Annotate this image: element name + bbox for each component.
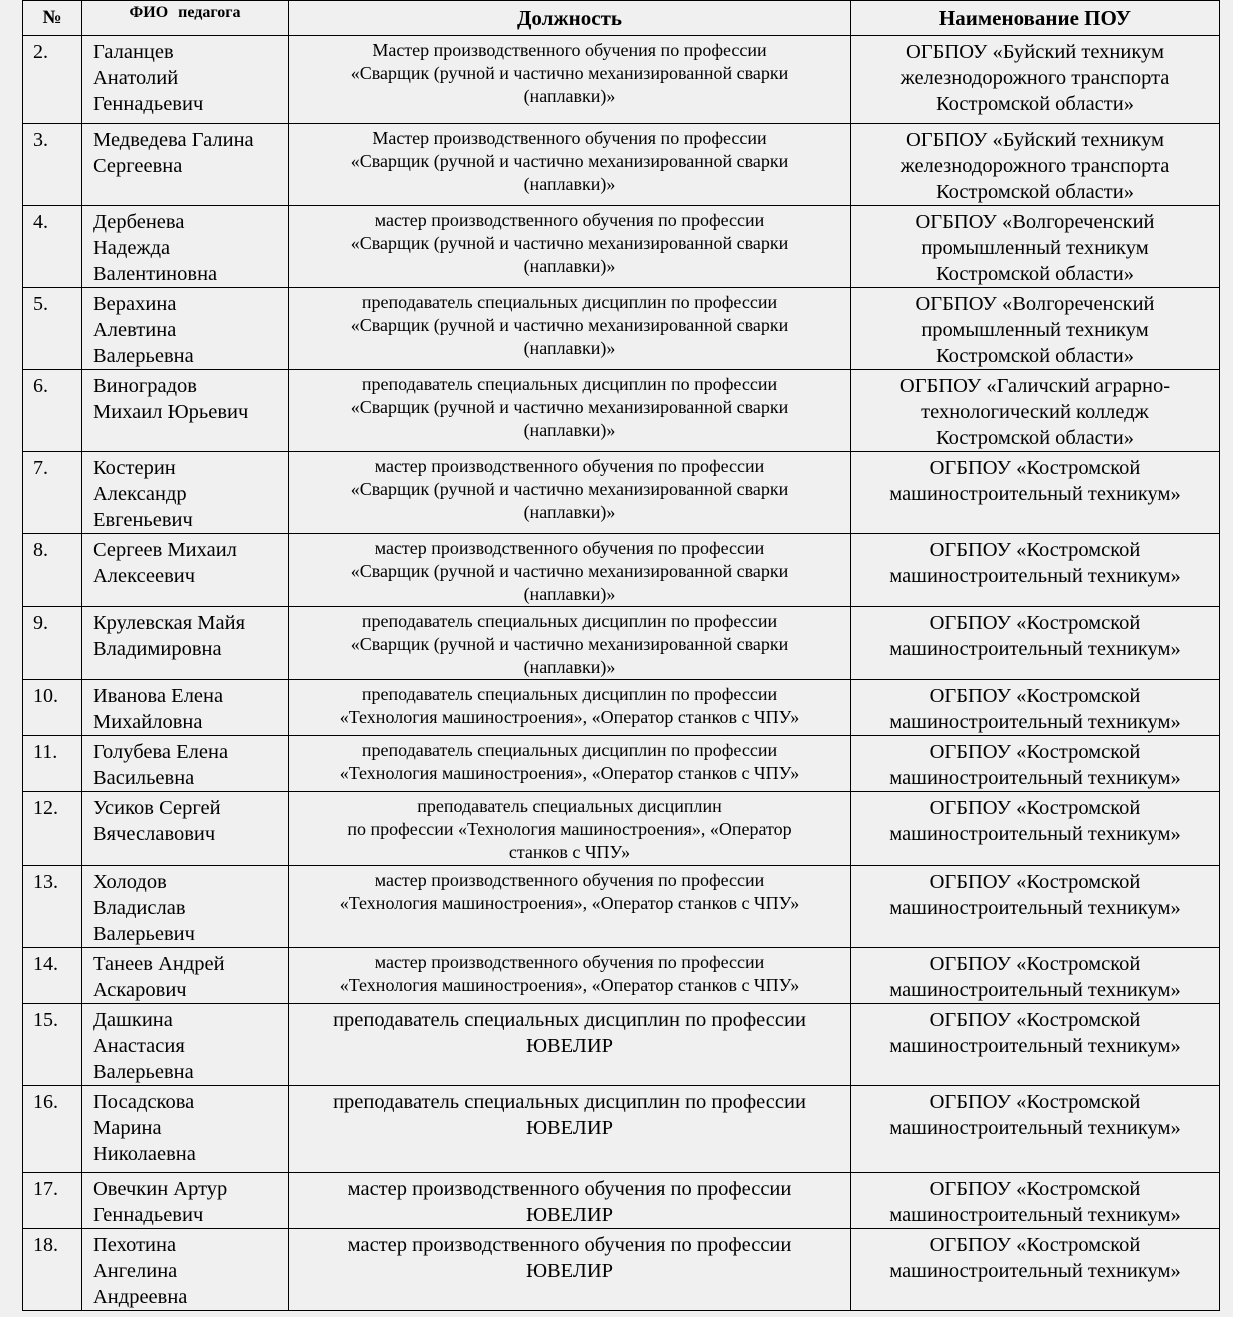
- teacher-position: [289, 1004, 851, 1086]
- teacher-position-line: «Технология машиностроения», «Оператор станков с ЧПУ»: [339, 763, 800, 783]
- row-number: 8.: [23, 534, 82, 607]
- row-number: 10.: [23, 680, 82, 736]
- teacher-position: [289, 792, 851, 866]
- teacher-name-line: Александр: [93, 483, 187, 505]
- teacher-name-line: Васильевна: [93, 767, 195, 789]
- teacher-name-line: Галанцев: [93, 41, 174, 63]
- teacher-name-line: Геннадьевич: [93, 93, 204, 115]
- teacher-position-line: «Технология машиностроения», «Оператор станков с ЧПУ»: [339, 707, 800, 727]
- teacher-name-line: Дашкина: [93, 1009, 173, 1031]
- teacher-name: [82, 680, 289, 736]
- table-row: [23, 288, 1220, 370]
- header-number: №: [23, 1, 82, 36]
- teacher-organization-line: машиностроительный техникум»: [889, 767, 1181, 789]
- header-row: [23, 1, 1220, 36]
- teacher-position-line: ЮВЕЛИР: [525, 1260, 614, 1282]
- teacher-position-line: преподаватель специальных дисциплин по профессии: [361, 684, 778, 704]
- teacher-name: [82, 206, 289, 288]
- row-number: 2.: [23, 36, 82, 124]
- teacher-organization-line: Костромской области»: [936, 345, 1134, 367]
- table-row: [23, 452, 1220, 534]
- teacher-name-line: Валентиновна: [93, 263, 218, 285]
- teacher-position-line: «Сварщик (ручной и частично механизированной сварки: [350, 634, 789, 654]
- teacher-organization-line: ОГБПОУ «Костромской: [929, 1009, 1141, 1031]
- teacher-position-line: Мастер производственного обучения по профессии: [372, 40, 767, 60]
- teacher-organization-line: ОГБПОУ «Волгореченский: [915, 211, 1155, 233]
- teacher-organization: [851, 534, 1220, 607]
- teacher-position: [289, 534, 851, 607]
- teacher-organization: [851, 370, 1220, 452]
- teacher-name-line: Евгеньевич: [93, 509, 193, 531]
- teacher-organization: [851, 36, 1220, 124]
- teacher-name-line: Михаил Юрьевич: [93, 401, 249, 423]
- teacher-position-line: (наплавки)»: [523, 584, 616, 604]
- table-row: [23, 1229, 1220, 1311]
- teacher-name: [82, 1229, 289, 1311]
- teacher-organization-line: машиностроительный техникум»: [889, 483, 1181, 505]
- teacher-name-line: Владислав: [93, 897, 186, 919]
- teacher-organization-line: ОГБПОУ «Костромской: [929, 1178, 1141, 1200]
- teacher-name-line: Алексеевич: [93, 565, 196, 587]
- teachers-table-sheet: [22, 0, 1219, 1311]
- teacher-position-line: ЮВЕЛИР: [525, 1204, 614, 1226]
- teacher-organization: [851, 452, 1220, 534]
- teacher-organization-line: железнодорожного транспорта: [900, 155, 1170, 177]
- teacher-organization: [851, 288, 1220, 370]
- table-row: [23, 1173, 1220, 1229]
- teacher-name-line: Танеев Андрей: [93, 953, 225, 975]
- teacher-position-line: преподаватель специальных дисциплин по профессии: [361, 740, 778, 760]
- teacher-name: [82, 1173, 289, 1229]
- teacher-name-line: Виноградов: [93, 375, 197, 397]
- teacher-name-line: Крулевская Майя: [93, 612, 246, 634]
- teacher-name-line: Посадскова: [93, 1091, 195, 1113]
- teacher-organization: [851, 1229, 1220, 1311]
- header-organization: Наименование ПОУ: [851, 1, 1220, 36]
- teacher-position-line: (наплавки)»: [523, 86, 616, 106]
- teacher-organization: [851, 1086, 1220, 1173]
- row-number: 5.: [23, 288, 82, 370]
- row-number: 3.: [23, 124, 82, 206]
- teacher-position-line: (наплавки)»: [523, 657, 616, 677]
- teacher-organization: [851, 948, 1220, 1004]
- row-number: 6.: [23, 370, 82, 452]
- teacher-name: [82, 534, 289, 607]
- teacher-name: [82, 1004, 289, 1086]
- teacher-organization: [851, 792, 1220, 866]
- teacher-position: [289, 736, 851, 792]
- teacher-name: [82, 792, 289, 866]
- teacher-name-line: Марина: [93, 1117, 162, 1139]
- row-number: 11.: [23, 736, 82, 792]
- teacher-position: [289, 948, 851, 1004]
- teacher-organization-line: ОГБПОУ «Костромской: [929, 1234, 1141, 1256]
- teacher-organization-line: ОГБПОУ «Буйский техникум: [906, 129, 1164, 151]
- table-row: [23, 1086, 1220, 1173]
- row-number: 15.: [23, 1004, 82, 1086]
- teacher-position-line: «Сварщик (ручной и частично механизированной сварки: [350, 233, 789, 253]
- teacher-organization-line: ОГБПОУ «Костромской: [929, 741, 1141, 763]
- row-number: 14.: [23, 948, 82, 1004]
- row-number: 9.: [23, 607, 82, 680]
- teacher-organization-line: ОГБПОУ «Костромской: [929, 871, 1141, 893]
- teacher-name-line: Сергеевна: [93, 155, 183, 177]
- teacher-organization: [851, 736, 1220, 792]
- teacher-position: [289, 36, 851, 124]
- table-row: [23, 370, 1220, 452]
- teacher-position-line: «Сварщик (ручной и частично механизированной сварки: [350, 479, 789, 499]
- teacher-organization: [851, 1173, 1220, 1229]
- teacher-organization-line: ОГБПОУ «Костромской: [929, 797, 1141, 819]
- teacher-name-line: Анатолий: [93, 67, 179, 89]
- teacher-organization: [851, 1004, 1220, 1086]
- teacher-position-line: преподаватель специальных дисциплин по профессии: [361, 611, 778, 631]
- teacher-position: [289, 452, 851, 534]
- row-number: 12.: [23, 792, 82, 866]
- teacher-position: [289, 607, 851, 680]
- teacher-name-line: Холодов: [93, 871, 167, 893]
- row-number: 7.: [23, 452, 82, 534]
- teacher-position-line: преподаватель специальных дисциплин по профессии: [333, 1009, 806, 1031]
- teacher-organization: [851, 206, 1220, 288]
- teacher-position: [289, 370, 851, 452]
- row-number: 16.: [23, 1086, 82, 1173]
- table-row: [23, 1004, 1220, 1086]
- teacher-name-line: Валерьевна: [93, 1061, 194, 1083]
- teacher-position: [289, 680, 851, 736]
- header-teacher-name: ФИО педагога: [82, 1, 289, 36]
- teacher-name-line: Анастасия: [93, 1035, 185, 1057]
- teacher-position-line: (наплавки)»: [523, 174, 616, 194]
- teacher-organization: [851, 124, 1220, 206]
- teacher-position-line: мастер производственного обучения по профессии: [374, 210, 765, 230]
- teacher-position-line: мастер производственного обучения по профессии: [374, 952, 765, 972]
- table-header: [23, 1, 1220, 36]
- teacher-name-line: Валерьевна: [93, 345, 194, 367]
- teacher-organization-line: ОГБПОУ «Костромской: [929, 457, 1141, 479]
- teacher-organization-line: машиностроительный техникум»: [889, 565, 1181, 587]
- table-row: [23, 206, 1220, 288]
- teacher-organization-line: ОГБПОУ «Костромской: [929, 612, 1141, 634]
- teacher-position: [289, 866, 851, 948]
- teacher-organization: [851, 680, 1220, 736]
- teacher-name: [82, 288, 289, 370]
- teacher-position-line: «Сварщик (ручной и частично механизированной сварки: [350, 315, 789, 335]
- teacher-organization-line: ОГБПОУ «Костромской: [929, 685, 1141, 707]
- row-number: 17.: [23, 1173, 82, 1229]
- teacher-organization-line: машиностроительный техникум»: [889, 1204, 1181, 1226]
- header-position: Должность: [289, 1, 851, 36]
- teacher-organization-line: ОГБПОУ «Буйский техникум: [906, 41, 1164, 63]
- teacher-name: [82, 124, 289, 206]
- teacher-position-line: станков с ЧПУ»: [508, 842, 631, 862]
- teacher-name: [82, 1086, 289, 1173]
- teacher-organization-line: машиностроительный техникум»: [889, 1035, 1181, 1057]
- teacher-organization-line: ОГБПОУ «Галичский аграрно-: [899, 375, 1171, 397]
- teacher-position-line: «Сварщик (ручной и частично механизированной сварки: [350, 63, 789, 83]
- teacher-organization-line: машиностроительный техникум»: [889, 823, 1181, 845]
- row-number: 4.: [23, 206, 82, 288]
- teacher-organization-line: промышленный техникум: [921, 237, 1149, 259]
- teacher-position-line: преподаватель специальных дисциплин по профессии: [361, 292, 778, 312]
- table-row: [23, 866, 1220, 948]
- teacher-position-line: по профессии «Технология машиностроения», «Оператор: [347, 819, 792, 839]
- teacher-name-line: Михайловна: [93, 711, 203, 733]
- teacher-organization: [851, 607, 1220, 680]
- teacher-name: [82, 948, 289, 1004]
- table-row: [23, 534, 1220, 607]
- table-body: [23, 36, 1220, 1311]
- teachers-table: [22, 0, 1220, 1311]
- teacher-position-line: преподаватель специальных дисциплин по профессии: [333, 1091, 806, 1113]
- teacher-position-line: «Сварщик (ручной и частично механизированной сварки: [350, 561, 789, 581]
- table-row: [23, 124, 1220, 206]
- teacher-organization-line: ОГБПОУ «Костромской: [929, 1091, 1141, 1113]
- teacher-name-line: Владимировна: [93, 638, 222, 660]
- teacher-name-line: Медведева Галина: [93, 129, 254, 151]
- teacher-name-line: Дербенева: [93, 211, 185, 233]
- teacher-position-line: (наплавки)»: [523, 502, 616, 522]
- teacher-position: [289, 288, 851, 370]
- teacher-organization-line: машиностроительный техникум»: [889, 1117, 1181, 1139]
- table-row: [23, 948, 1220, 1004]
- teacher-name-line: Ангелина: [93, 1260, 178, 1282]
- teacher-name-line: Сергеев Михаил: [93, 539, 237, 561]
- teacher-name: [82, 736, 289, 792]
- teacher-position-line: (наплавки)»: [523, 338, 616, 358]
- teacher-position-line: ЮВЕЛИР: [525, 1117, 614, 1139]
- teacher-organization-line: ОГБПОУ «Костромской: [929, 953, 1141, 975]
- teacher-name-line: Иванова Елена: [93, 685, 224, 707]
- teacher-position-line: (наплавки)»: [523, 420, 616, 440]
- table-row: [23, 680, 1220, 736]
- teacher-organization-line: ОГБПОУ «Костромской: [929, 539, 1141, 561]
- table-row: [23, 792, 1220, 866]
- teacher-name: [82, 452, 289, 534]
- teacher-position: [289, 1086, 851, 1173]
- teacher-organization-line: технологический колледж: [921, 401, 1149, 423]
- teacher-name-line: Алевтина: [93, 319, 177, 341]
- teacher-name-line: Николаевна: [93, 1143, 196, 1165]
- teacher-position-line: мастер производственного обучения по профессии: [374, 538, 765, 558]
- teacher-organization-line: машиностроительный техникум»: [889, 979, 1181, 1001]
- teacher-organization: [851, 866, 1220, 948]
- teacher-name: [82, 607, 289, 680]
- teacher-name-line: Костерин: [93, 457, 176, 479]
- teacher-position: [289, 1173, 851, 1229]
- teacher-organization-line: машиностроительный техникум»: [889, 711, 1181, 733]
- teacher-position-line: «Сварщик (ручной и частично механизированной сварки: [350, 397, 789, 417]
- teacher-position: [289, 124, 851, 206]
- teacher-position: [289, 206, 851, 288]
- teacher-position-line: (наплавки)»: [523, 256, 616, 276]
- teacher-position-line: преподаватель специальных дисциплин: [417, 796, 722, 816]
- teacher-position-line: преподаватель специальных дисциплин по профессии: [361, 374, 778, 394]
- teacher-name-line: Усиков Сергей: [93, 797, 221, 819]
- teacher-name-line: Валерьевич: [93, 923, 195, 945]
- teacher-organization-line: железнодорожного транспорта: [900, 67, 1170, 89]
- teacher-name: [82, 866, 289, 948]
- teacher-name-line: Голубева Елена: [93, 741, 229, 763]
- teacher-position-line: ЮВЕЛИР: [525, 1035, 614, 1057]
- teacher-organization-line: машиностроительный техникум»: [889, 1260, 1181, 1282]
- teacher-organization-line: промышленный техникум: [921, 319, 1149, 341]
- teacher-position-line: Мастер производственного обучения по профессии: [372, 128, 767, 148]
- teacher-name-line: Геннадьевич: [93, 1204, 204, 1226]
- teacher-organization-line: Костромской области»: [936, 93, 1134, 115]
- teacher-organization-line: Костромской области»: [936, 263, 1134, 285]
- teacher-organization-line: машиностроительный техникум»: [889, 897, 1181, 919]
- teacher-name-line: Верахина: [93, 293, 177, 315]
- teacher-position: [289, 1229, 851, 1311]
- teacher-organization-line: Костромской области»: [936, 181, 1134, 203]
- teacher-name-line: Аскарович: [93, 979, 187, 1001]
- teacher-name-line: Вячеславович: [93, 823, 216, 845]
- teacher-name-line: Пехотина: [93, 1234, 177, 1256]
- teacher-name-line: Овечкин Артур: [93, 1178, 228, 1200]
- teacher-organization-line: ОГБПОУ «Волгореченский: [915, 293, 1155, 315]
- teacher-position-line: мастер производственного обучения по профессии: [374, 870, 765, 890]
- teacher-organization-line: Костромской области»: [936, 427, 1134, 449]
- teacher-position-line: мастер производственного обучения по профессии: [347, 1178, 792, 1200]
- teacher-name-line: Андреевна: [93, 1286, 188, 1308]
- teacher-name: [82, 370, 289, 452]
- row-number: 18.: [23, 1229, 82, 1311]
- teacher-position-line: «Технология машиностроения», «Оператор станков с ЧПУ»: [339, 975, 800, 995]
- teacher-organization-line: машиностроительный техникум»: [889, 638, 1181, 660]
- row-number: 13.: [23, 866, 82, 948]
- teacher-position-line: «Сварщик (ручной и частично механизированной сварки: [350, 151, 789, 171]
- teacher-position-line: мастер производственного обучения по профессии: [374, 456, 765, 476]
- teacher-position-line: мастер производственного обучения по профессии: [347, 1234, 792, 1256]
- teacher-name: [82, 36, 289, 124]
- teacher-position-line: «Технология машиностроения», «Оператор станков с ЧПУ»: [339, 893, 800, 913]
- table-row: [23, 607, 1220, 680]
- table-row: [23, 736, 1220, 792]
- table-row: [23, 36, 1220, 124]
- teacher-name-line: Надежда: [93, 237, 171, 259]
